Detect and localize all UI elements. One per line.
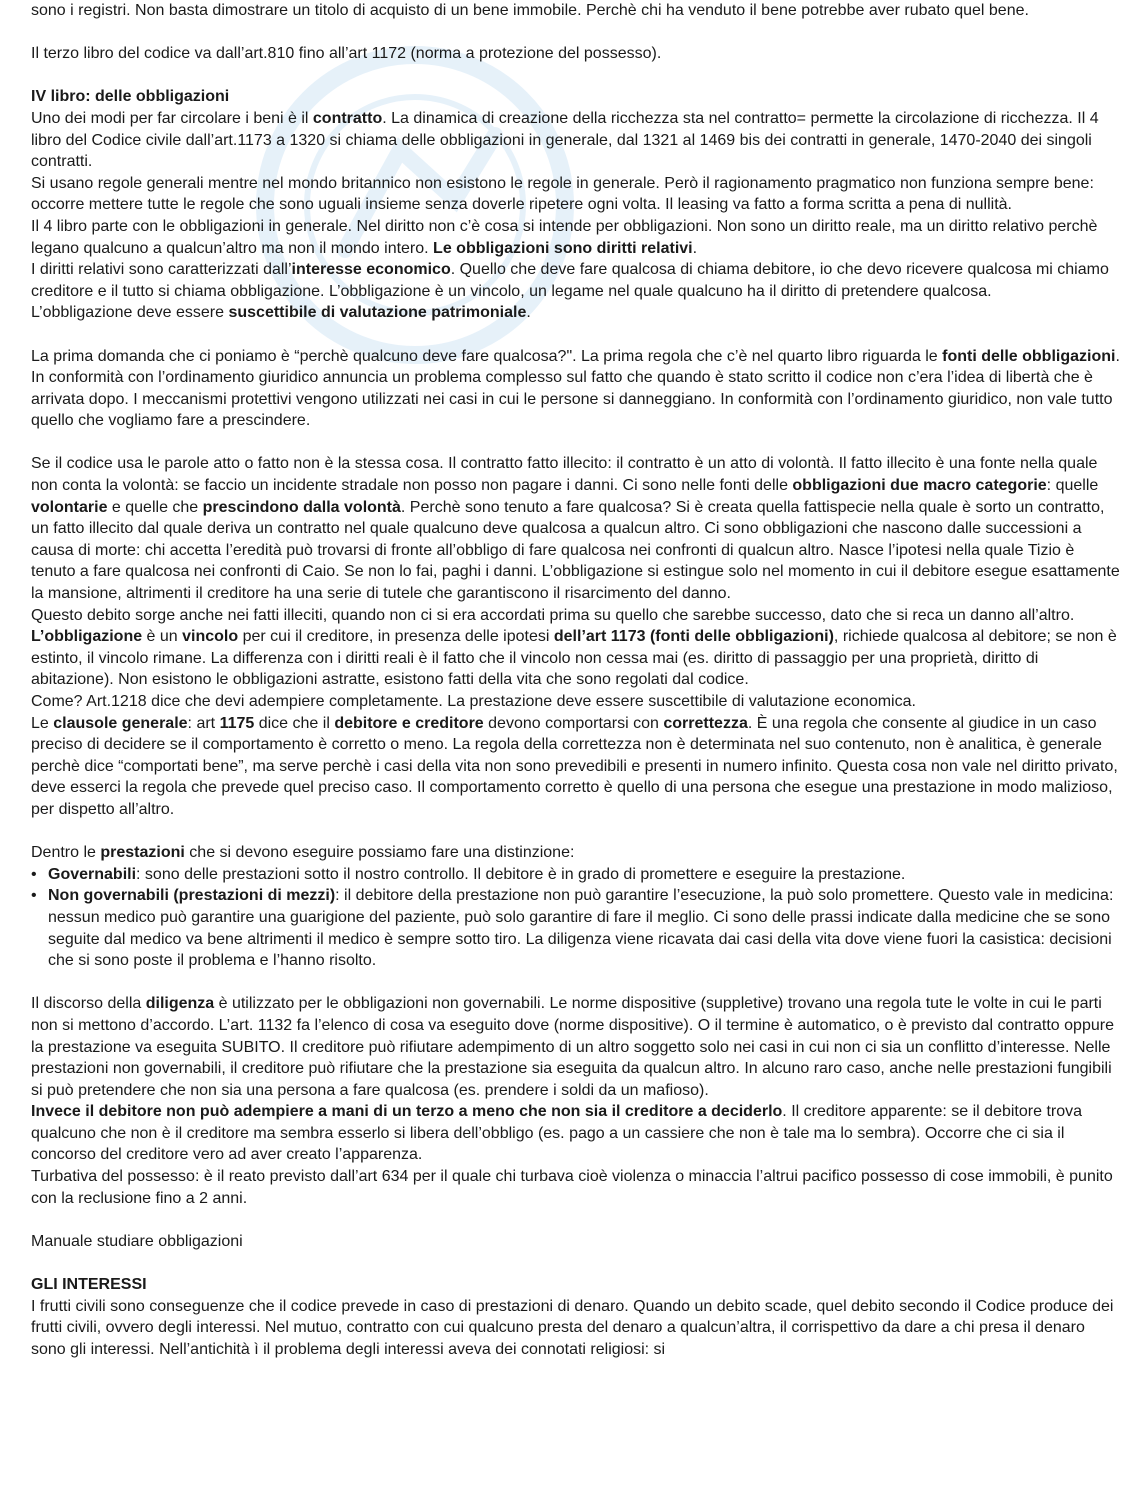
- bold-text: correttezza: [663, 714, 748, 732]
- section-heading: GLI INTERESSI: [31, 1276, 147, 1294]
- text-run: Uno dei modi per far circolare i beni è il: [31, 109, 313, 127]
- bold-text: interesse economico: [291, 261, 451, 279]
- paragraph: [31, 605, 1121, 691]
- paragraph: [31, 302, 1121, 324]
- text-run: Manuale studiare obbligazioni: [31, 1232, 243, 1250]
- paragraph: [31, 1231, 1121, 1253]
- bold-text: volontarie: [31, 498, 108, 516]
- bold-text: vincolo: [182, 628, 239, 646]
- list-item: [31, 864, 1121, 886]
- paragraph: [31, 43, 1121, 65]
- text-run: devono comportarsi con: [483, 714, 664, 732]
- bold-text: prestazioni: [100, 844, 185, 862]
- text-run: . Il creditore apparente: se il debitore trova qualcuno che non è il creditore ma sembra esserlo si libera dell’obbligo (es. pago a un cassiere che non è tale ma lo sembra). Occorre che ci sia il concorso del creditore vero ad aver creato l’apparenza.: [31, 1103, 1083, 1164]
- document-body: [31, 0, 1121, 1360]
- text-run: : quelle: [1046, 477, 1099, 495]
- paragraph: [31, 842, 1121, 864]
- bold-text: Non governabili (prestazioni di mezzi): [48, 887, 336, 905]
- bold-text: contratto: [312, 109, 383, 127]
- bold-text: L’obbligazione: [31, 628, 143, 646]
- paragraph: [31, 993, 1121, 1101]
- paragraph: [31, 1296, 1121, 1361]
- text-run: è utilizzato per le obbligazioni non governabili. Le norme dispositive (suppletive) trovano una regola tute le volte in cui le parti non si mettono d’accordo. L’art. 1132 fa l’elenco di cosa va eseguito dove (norme dispositive). O il termine è automatico, o è previsto dal contratto oppure la prestazione va eseguita SUBITO. Il creditore può rifiutare adempimento di un altro soggetto solo nei casi in cui non ci sia un conflitto d’interesse. Nelle prestazioni non governabili, il creditore può rifiutare che la prestazione sia eseguita da qualcun altro. In alcuno raro caso, anche nelle prestazioni fungibili si può pretendere che non sia una persona a fare qualcosa (es. prendere i soldi da un mafioso).: [31, 995, 1114, 1099]
- text-run: Il discorso della: [31, 995, 146, 1013]
- paragraph: [31, 0, 1121, 22]
- text-run: .: [692, 239, 698, 257]
- paragraph: [31, 1101, 1121, 1166]
- text-run: che si devono eseguire possiamo fare una distinzione:: [184, 844, 575, 862]
- text-run: Come? Art.1218 dice che devi adempiere completamente. La prestazione deve essere suscettibile di valutazione economica.: [31, 693, 916, 710]
- section-heading: IV libro: delle obbligazioni: [31, 88, 230, 106]
- paragraph: [31, 691, 1121, 713]
- text-run: . In conformità con l’ordinamento giuridico annuncia un problema complesso sul fatto che quando è stato scritto il codice non c’era l’idea di libertà che è arrivata dopo. I meccanismi protettivi vengono utilizzati nei casi in cui le persone si danneggiano. In conformità con l’ordinamento giuridico, non vale tutto quello che vogliamo fare a prescindere.: [31, 347, 1120, 430]
- text-run: Se il codice usa le parole atto o fatto non è la stessa cosa. Il contratto fatto illecito: il contratto è un atto di volontà. Il fatto illecito è una fonte nella quale non conta la volontà: se faccio un incidente stradale non posso non pagare i danni. Ci sono nelle fonti delle: [31, 455, 1098, 495]
- text-run: : il debitore della prestazione non può garantire l’esecuzione, la può solo promettere. Questo vale in medicina: nessun medico può garantire una guarigione del paziente, può solo garantire di fare il meglio. Ci sono delle prassi indicate dalla medicine che se sono seguite dal medico va bene altrimenti il medico è sempre sotto tiro. La diligenza viene ricavata dai casi della vita dove viene fuori la casistica: decisioni che si sono poste il problema e l’hanno risolto.: [48, 887, 1114, 970]
- text-run: La prima domanda che ci poniamo è “perchè qualcuno deve fare qualcosa?". La prima regola che c’è nel quarto libro riguarda le: [31, 347, 943, 365]
- paragraph: [31, 216, 1121, 259]
- text-run: Il 4 libro parte con le obbligazioni in generale. Nel diritto non c’è cosa si intende per obbligazioni. Non sono un diritto reale, ma un diritto relativo perchè legano qualcuno a qualcun’altro ma non il mondo intero.: [31, 217, 1098, 257]
- text-run: I diritti relativi sono caratterizzati dall’: [31, 261, 292, 279]
- text-run: Questo debito sorge anche nei fatti illeciti, quando non ci si era accordati prima su quello che sarebbe successo, dato che si reca un danno all’altro.: [31, 606, 1075, 624]
- bold-text: debitore e creditore: [334, 714, 484, 732]
- text-run: Si usano regole generali mentre nel mondo britannico non esistono le regole in generale. Però il ragionamento pragmatico non funziona sempre bene: occorre mettere tutte le regole che sono uguali insieme senza doverle ripetere ogni volta. Il leasing va fatto a forma scritta a pena di nullità.: [31, 174, 1094, 214]
- paragraph: [31, 173, 1121, 216]
- bold-text: diligenza: [145, 995, 215, 1013]
- text-run: e quelle che: [107, 498, 203, 516]
- text-run: Le: [31, 714, 54, 732]
- text-run: Turbativa del possesso: è il reato previsto dall’art 634 per il quale chi turbava cioè violenza o minaccia l’altrui pacifico possesso di cose immobili, è punito con la reclusione fino a 2 anni.: [31, 1168, 1113, 1207]
- text-run: Il terzo libro del codice va dall’art.810 fino all’art 1172 (norma a protezione del possesso).: [31, 45, 662, 63]
- text-run: L’obbligazione deve essere: [31, 304, 229, 322]
- text-run: . È una regola che consente al giudice in un caso preciso di decidere se il comportamento è corretto o meno. La regola della correttezza non è determinata nel suo contenuto, non è analitica, è generale perchè dice “comportati bene”, ma serve perchè i casi della vita non sono prevedibili e presenti in numero infinito. Questa cosa non vale nel diritto privato, deve esserci la regola che prevede quel preciso caso. Il comportamento corretto è quello di una persona che esegue una prestazione in modo malizioso, per dispetto all’altro.: [31, 714, 1118, 818]
- bold-text: Le obbligazioni sono diritti relativi: [433, 239, 693, 257]
- text-run: dice che il: [254, 714, 335, 732]
- text-run: .: [526, 304, 531, 322]
- bold-text: Governabili: [48, 865, 137, 883]
- bold-text: prescindono dalla volontà: [202, 498, 401, 516]
- bold-text: obbligazioni due macro categorie: [792, 477, 1047, 495]
- text-run: sono i registri. Non basta dimostrare un titolo di acquisto di un bene immobile. Perchè chi ha venduto il bene potrebbe aver rubato quel bene.: [31, 2, 1029, 19]
- list-item: [31, 885, 1121, 971]
- text-run: , richiede qualcosa al debitore; se non è estinto, il vincolo rimane. La differenza con i diritti reali è il fatto che il vincolo non cessa mai (es. diritto di passaggio per una proprietà, diritto di abitazione). Non esistono le obbligazioni astratte, esistono fatti della vita che sono regolati dal codice.: [31, 628, 1117, 689]
- text-run: I frutti civili sono conseguenze che il codice prevede in caso di prestazioni di denaro. Quando un debito scade, quel debito secondo il Codice produce dei frutti civili, ovvero degli interessi. Nel mutuo, contratto con cui qualcuno presta del denaro a qualcun’altra, il corrispettivo da dare a chi presa il denaro sono gli interessi. Nell’antichità ì il problema degli interessi aveva dei connotati religiosi: si: [31, 1297, 1114, 1358]
- text-run: per cui il creditore, in presenza delle ipotesi: [238, 628, 554, 646]
- text-run: . Quello che deve fare qualcosa di chiama debitore, io che devo ricevere qualcosa mi chiamo creditore e il tutto si chiama obbligazione. L’obbligazione è un vincolo, un legame nel quale qualcuno ha il diritto di pretendere qualcosa.: [31, 261, 1109, 300]
- bold-text: suscettibile di valutazione patrimoniale: [228, 304, 527, 322]
- text-run: Dentro le: [31, 844, 101, 862]
- paragraph: [31, 1166, 1121, 1209]
- paragraph: [31, 108, 1121, 173]
- bold-text: 1175: [219, 714, 255, 732]
- paragraph: [31, 259, 1121, 302]
- paragraph: [31, 453, 1121, 604]
- bullet-list: [31, 864, 1121, 972]
- text-run: . La dinamica di creazione della ricchezza sta nel contratto= permette la circolazione di ricchezza. Il 4 libro del Codice civile dall’art.1173 a 1320 si chiama delle obbligazioni in generale, dal 1321 al 1469 bis dei contratti in generale, 1470-2040 dei singoli contratti.: [31, 109, 1099, 171]
- text-run: è un: [142, 628, 183, 646]
- paragraph: [31, 713, 1121, 821]
- text-run: : art: [187, 714, 220, 732]
- paragraph: [31, 346, 1121, 432]
- text-run: : sono delle prestazioni sotto il nostro controllo. Il debitore è in grado di promettere e eseguire la prestazione.: [136, 865, 906, 883]
- text-run: . Perchè sono tenuto a fare qualcosa? Si è creata quella fattispecie nella quale è sorto un contratto, un fatto illecito dal quale deriva un contratto nel quale qualcuno deve qualcosa a qualcun altro. Ci sono obbligazioni che nascono dalle successioni a causa di morte: chi accetta l’eredità può trovarsi di fronte all’obbligo di fare qualcosa nei confronti di qualcun altro. Nasce l’ipotesi nella quale Tizio è tenuto a fare qualcosa nei confronti di Caio. Se non lo fai, paghi i danni. L’obbligazione si estingue solo nel momento in cui il debitore esegue esattamente la mansione, altrimenti il creditore ha una serie di tutele che garantiscono il risarcimento del danno.: [31, 498, 1120, 603]
- bold-text: clausole generale: [53, 714, 188, 732]
- bold-text: fonti delle obbligazioni: [942, 347, 1116, 365]
- bold-text: dell’art 1173 (fonti delle obbligazioni): [553, 628, 834, 646]
- bold-text: Invece il debitore non può adempiere a mani di un terzo a meno che non sia il creditore a deciderlo: [31, 1103, 783, 1121]
